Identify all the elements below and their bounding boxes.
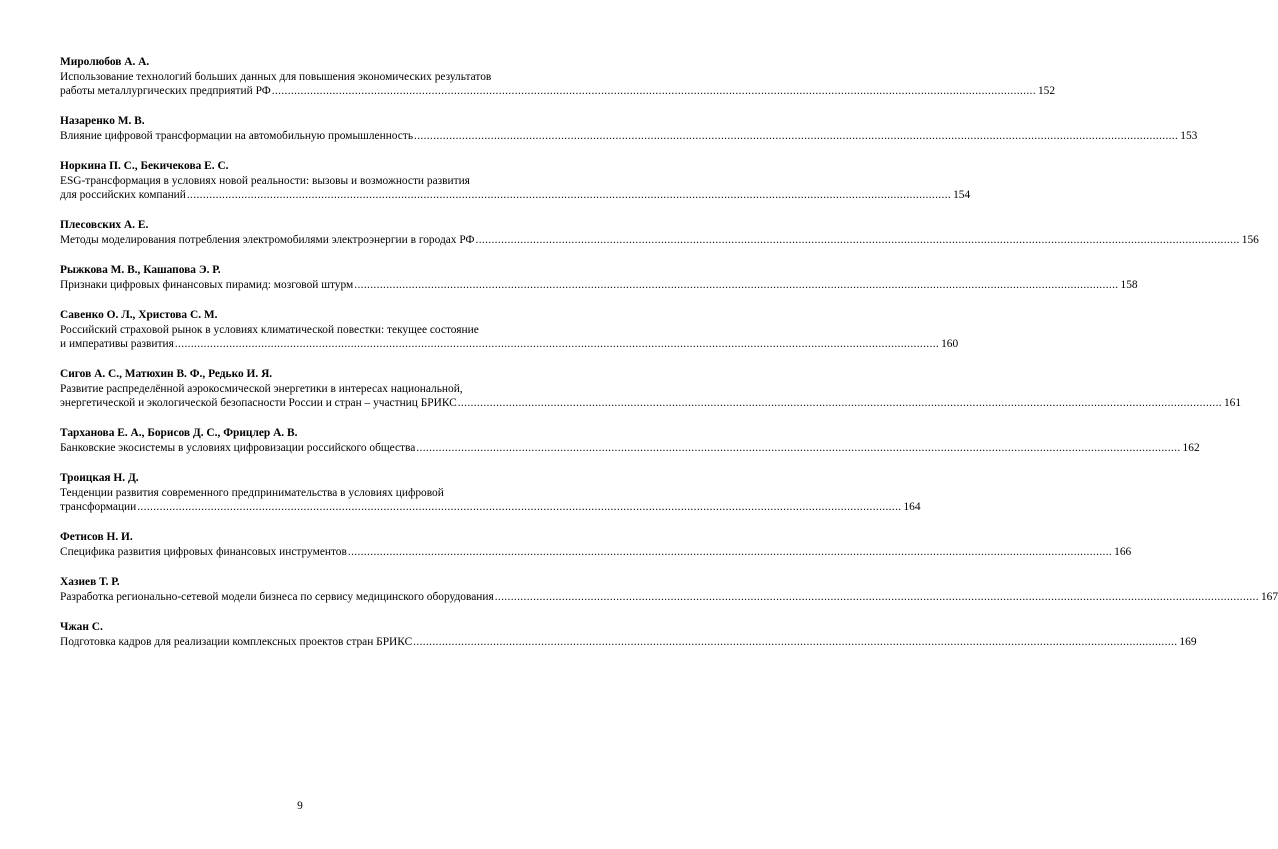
toc-entry[interactable] xyxy=(60,114,1198,143)
toc-entry-page[interactable]: 156 xyxy=(1241,234,1259,247)
toc-entry-title-line xyxy=(60,129,1198,143)
toc-entry[interactable] xyxy=(60,55,1056,99)
dot-leader xyxy=(348,545,1112,559)
dot-leader xyxy=(458,396,1222,410)
table-of-contents xyxy=(60,55,1278,665)
toc-entry-title-line xyxy=(60,590,1278,604)
dot-leader xyxy=(414,129,1178,143)
toc-entry-title-line xyxy=(60,500,921,514)
toc-entry-title-line: Развитие распределённой аэрокосмической энергетики в интересах национальной, xyxy=(60,383,463,395)
toc-entry-author: Рыжкова М. В., Кашапова Э. Р. xyxy=(60,264,221,276)
toc-entry-title-line xyxy=(60,233,1259,247)
toc-entry-author: Троицкая Н. Д. xyxy=(60,472,139,484)
toc-entry-author: Сигов А. С., Матюхин В. Ф., Редько И. Я. xyxy=(60,368,273,380)
toc-entry-title-text: работы металлургических предприятий РФ xyxy=(60,85,271,98)
toc-entry-title-text: Влияние цифровой трансформации на автомобильную промышленность xyxy=(60,130,414,143)
toc-entry-title-line: ESG-трансформация в условиях новой реальности: вызовы и возможности развития xyxy=(60,175,470,187)
toc-entry-page[interactable]: 162 xyxy=(1182,442,1200,455)
toc-entry-title-line xyxy=(60,278,1138,292)
toc-entry-title-text: энергетической и экологической безопасности России и стран – участниц БРИКС xyxy=(60,397,457,410)
toc-entry-page[interactable]: 152 xyxy=(1037,85,1056,98)
toc-entry-author: Чжан С. xyxy=(60,620,103,633)
toc-entry-title-line xyxy=(60,84,1056,98)
toc-entry-author: Норкина П. С., Бекичекова Е. С. xyxy=(60,160,229,172)
toc-entry[interactable] xyxy=(60,471,921,515)
toc-entry-title-line xyxy=(60,635,1197,649)
dot-leader xyxy=(495,590,1259,604)
toc-entry-title-text: трансформации xyxy=(60,501,137,514)
toc-entry-page[interactable]: 164 xyxy=(903,501,921,514)
toc-entry-title-line xyxy=(60,545,1132,559)
toc-entry[interactable] xyxy=(60,575,1278,604)
toc-entry-author: Хазиев Т. Р. xyxy=(60,576,120,588)
toc-entry[interactable] xyxy=(60,426,1200,455)
dot-leader xyxy=(413,635,1177,649)
toc-entry-page[interactable]: 153 xyxy=(1180,130,1198,143)
dot-leader xyxy=(272,84,1036,98)
toc-entry[interactable] xyxy=(60,530,1132,559)
toc-entry[interactable] xyxy=(60,367,1242,411)
toc-entry-page[interactable]: 160 xyxy=(941,338,959,351)
toc-entry-title-line: Тенденции развития современного предпринимательства в условиях цифровой xyxy=(60,487,444,499)
toc-entry-title-text: Разработка регионально-сетевой модели бизнеса по сервису медицинского оборудования xyxy=(60,591,494,603)
toc-entry-title-text: Банковские экосистемы в условиях цифровизации российского общества xyxy=(60,442,416,455)
toc-entry-page[interactable]: 161 xyxy=(1223,397,1242,410)
toc-entry-title-line xyxy=(60,337,959,351)
toc-entry-author: Плесовских А. Е. xyxy=(60,219,149,232)
toc-entry-author: Тарханова Е. А., Борисов Д. С., Фрицлер А. В. xyxy=(60,427,298,440)
toc-entry-title-line xyxy=(60,396,1242,410)
toc-entry-author: Фетисов Н. И. xyxy=(60,531,133,544)
dot-leader xyxy=(175,337,939,351)
toc-entry-page[interactable]: 167 xyxy=(1260,591,1278,603)
toc-entry-title-line xyxy=(60,441,1200,455)
dot-leader xyxy=(354,278,1118,292)
dot-leader xyxy=(416,441,1180,455)
toc-entry-title-line xyxy=(60,188,971,202)
dot-leader xyxy=(137,500,901,514)
toc-entry-page[interactable]: 169 xyxy=(1179,635,1197,648)
toc-entry-title-line: Использование технологий больших данных для повышения экономических результатов xyxy=(60,71,492,83)
toc-entry-author: Миролюбов А. А. xyxy=(60,56,150,68)
dot-leader xyxy=(187,188,951,202)
toc-entry-author: Назаренко М. В. xyxy=(60,115,145,128)
toc-entry-title-text: и императивы развития xyxy=(60,338,174,351)
toc-entry[interactable] xyxy=(60,159,971,203)
dot-leader xyxy=(476,233,1240,247)
toc-entry-page[interactable]: 166 xyxy=(1114,546,1132,559)
toc-entry-title-text: Признаки цифровых финансовых пирамид: мозговой штурм xyxy=(60,279,354,291)
toc-entry-title-line: Российский страховой рынок в условиях климатической повестки: текущее состояние xyxy=(60,323,479,336)
toc-entry[interactable] xyxy=(60,620,1197,649)
toc-entry[interactable] xyxy=(60,218,1259,247)
toc-entry-page[interactable]: 158 xyxy=(1120,279,1138,291)
toc-entry-title-text: для российских компаний xyxy=(60,189,186,202)
page-number: 9 xyxy=(297,800,303,812)
toc-entry-title-text: Методы моделирования потребления электромобилями электроэнергии в городах РФ xyxy=(60,234,475,247)
toc-entry-title-text: Подготовка кадров для реализации комплексных проектов стран БРИКС xyxy=(60,635,413,648)
toc-entry[interactable] xyxy=(60,308,959,352)
toc-entry-page[interactable]: 154 xyxy=(953,189,971,202)
toc-entry-title-text: Специфика развития цифровых финансовых инструментов xyxy=(60,546,347,559)
toc-entry[interactable] xyxy=(60,263,1138,292)
toc-entry-author: Савенко О. Л., Христова С. М. xyxy=(60,308,218,321)
